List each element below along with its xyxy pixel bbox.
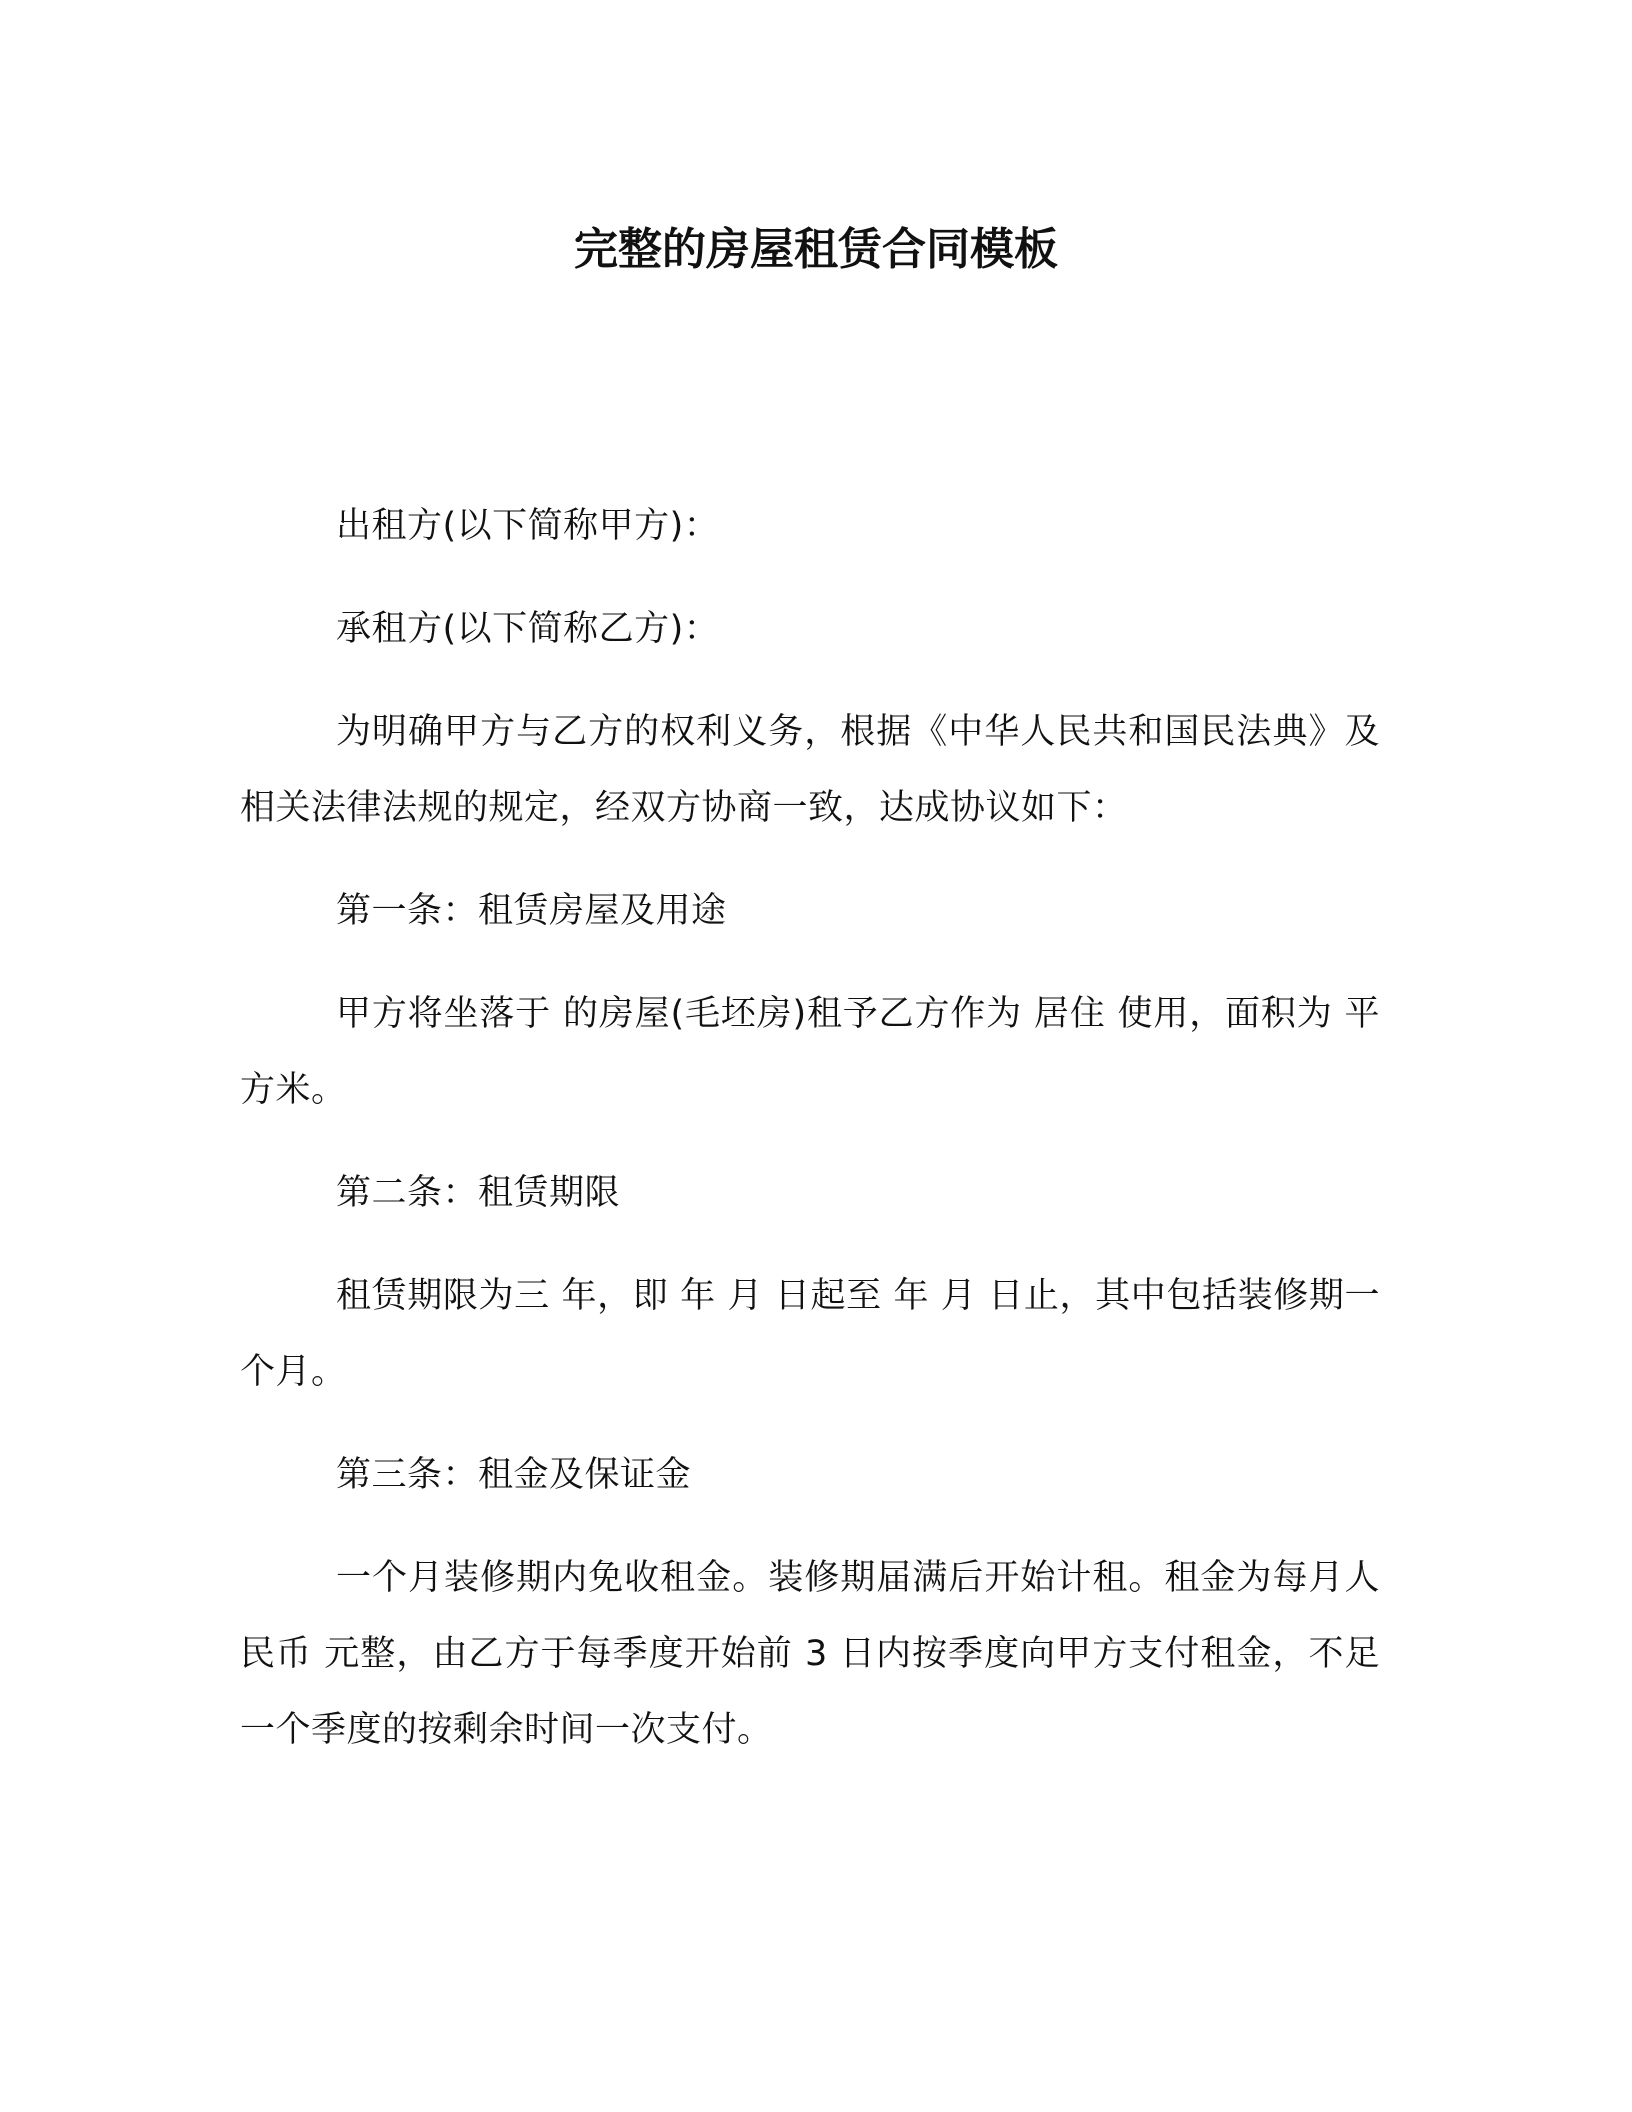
article-3-heading: 第三条：租金及保证金 (336, 1455, 692, 1495)
article-1-paragraph: 甲方将坐落于 的房屋(毛坯房)租予乙方作为 居住 使用，面积为 平方米。 (240, 994, 1380, 1110)
document-body (240, 488, 1380, 1795)
article-1-heading: 第一条：租赁房屋及用途 (336, 891, 727, 931)
preamble-paragraph: 为明确甲方与乙方的权利义务，根据《中华人民共和国民法典》及相关法律法规的规定，经双方协商一致，达成协议如下： (240, 712, 1380, 828)
article-2-paragraph: 租赁期限为三 年，即 年 月 日起至 年 月 日止，其中包括装修期一个月。 (240, 1276, 1380, 1392)
article-2-heading: 第二条：租赁期限 (336, 1173, 621, 1213)
document-title: 完整的房屋租赁合同模板 (574, 224, 1058, 275)
article-3-paragraph: 一个月装修期内免收租金。装修期届满后开始计租。租金为每月人民币 元整，由乙方于每季度开始前 3 日内按季度向甲方支付租金，不足一个季度的按剩余时间一次支付。 (240, 1558, 1380, 1750)
lessor-line: 出租方(以下简称甲方)： (336, 506, 720, 546)
lessee-line: 承租方(以下简称乙方)： (336, 609, 720, 649)
